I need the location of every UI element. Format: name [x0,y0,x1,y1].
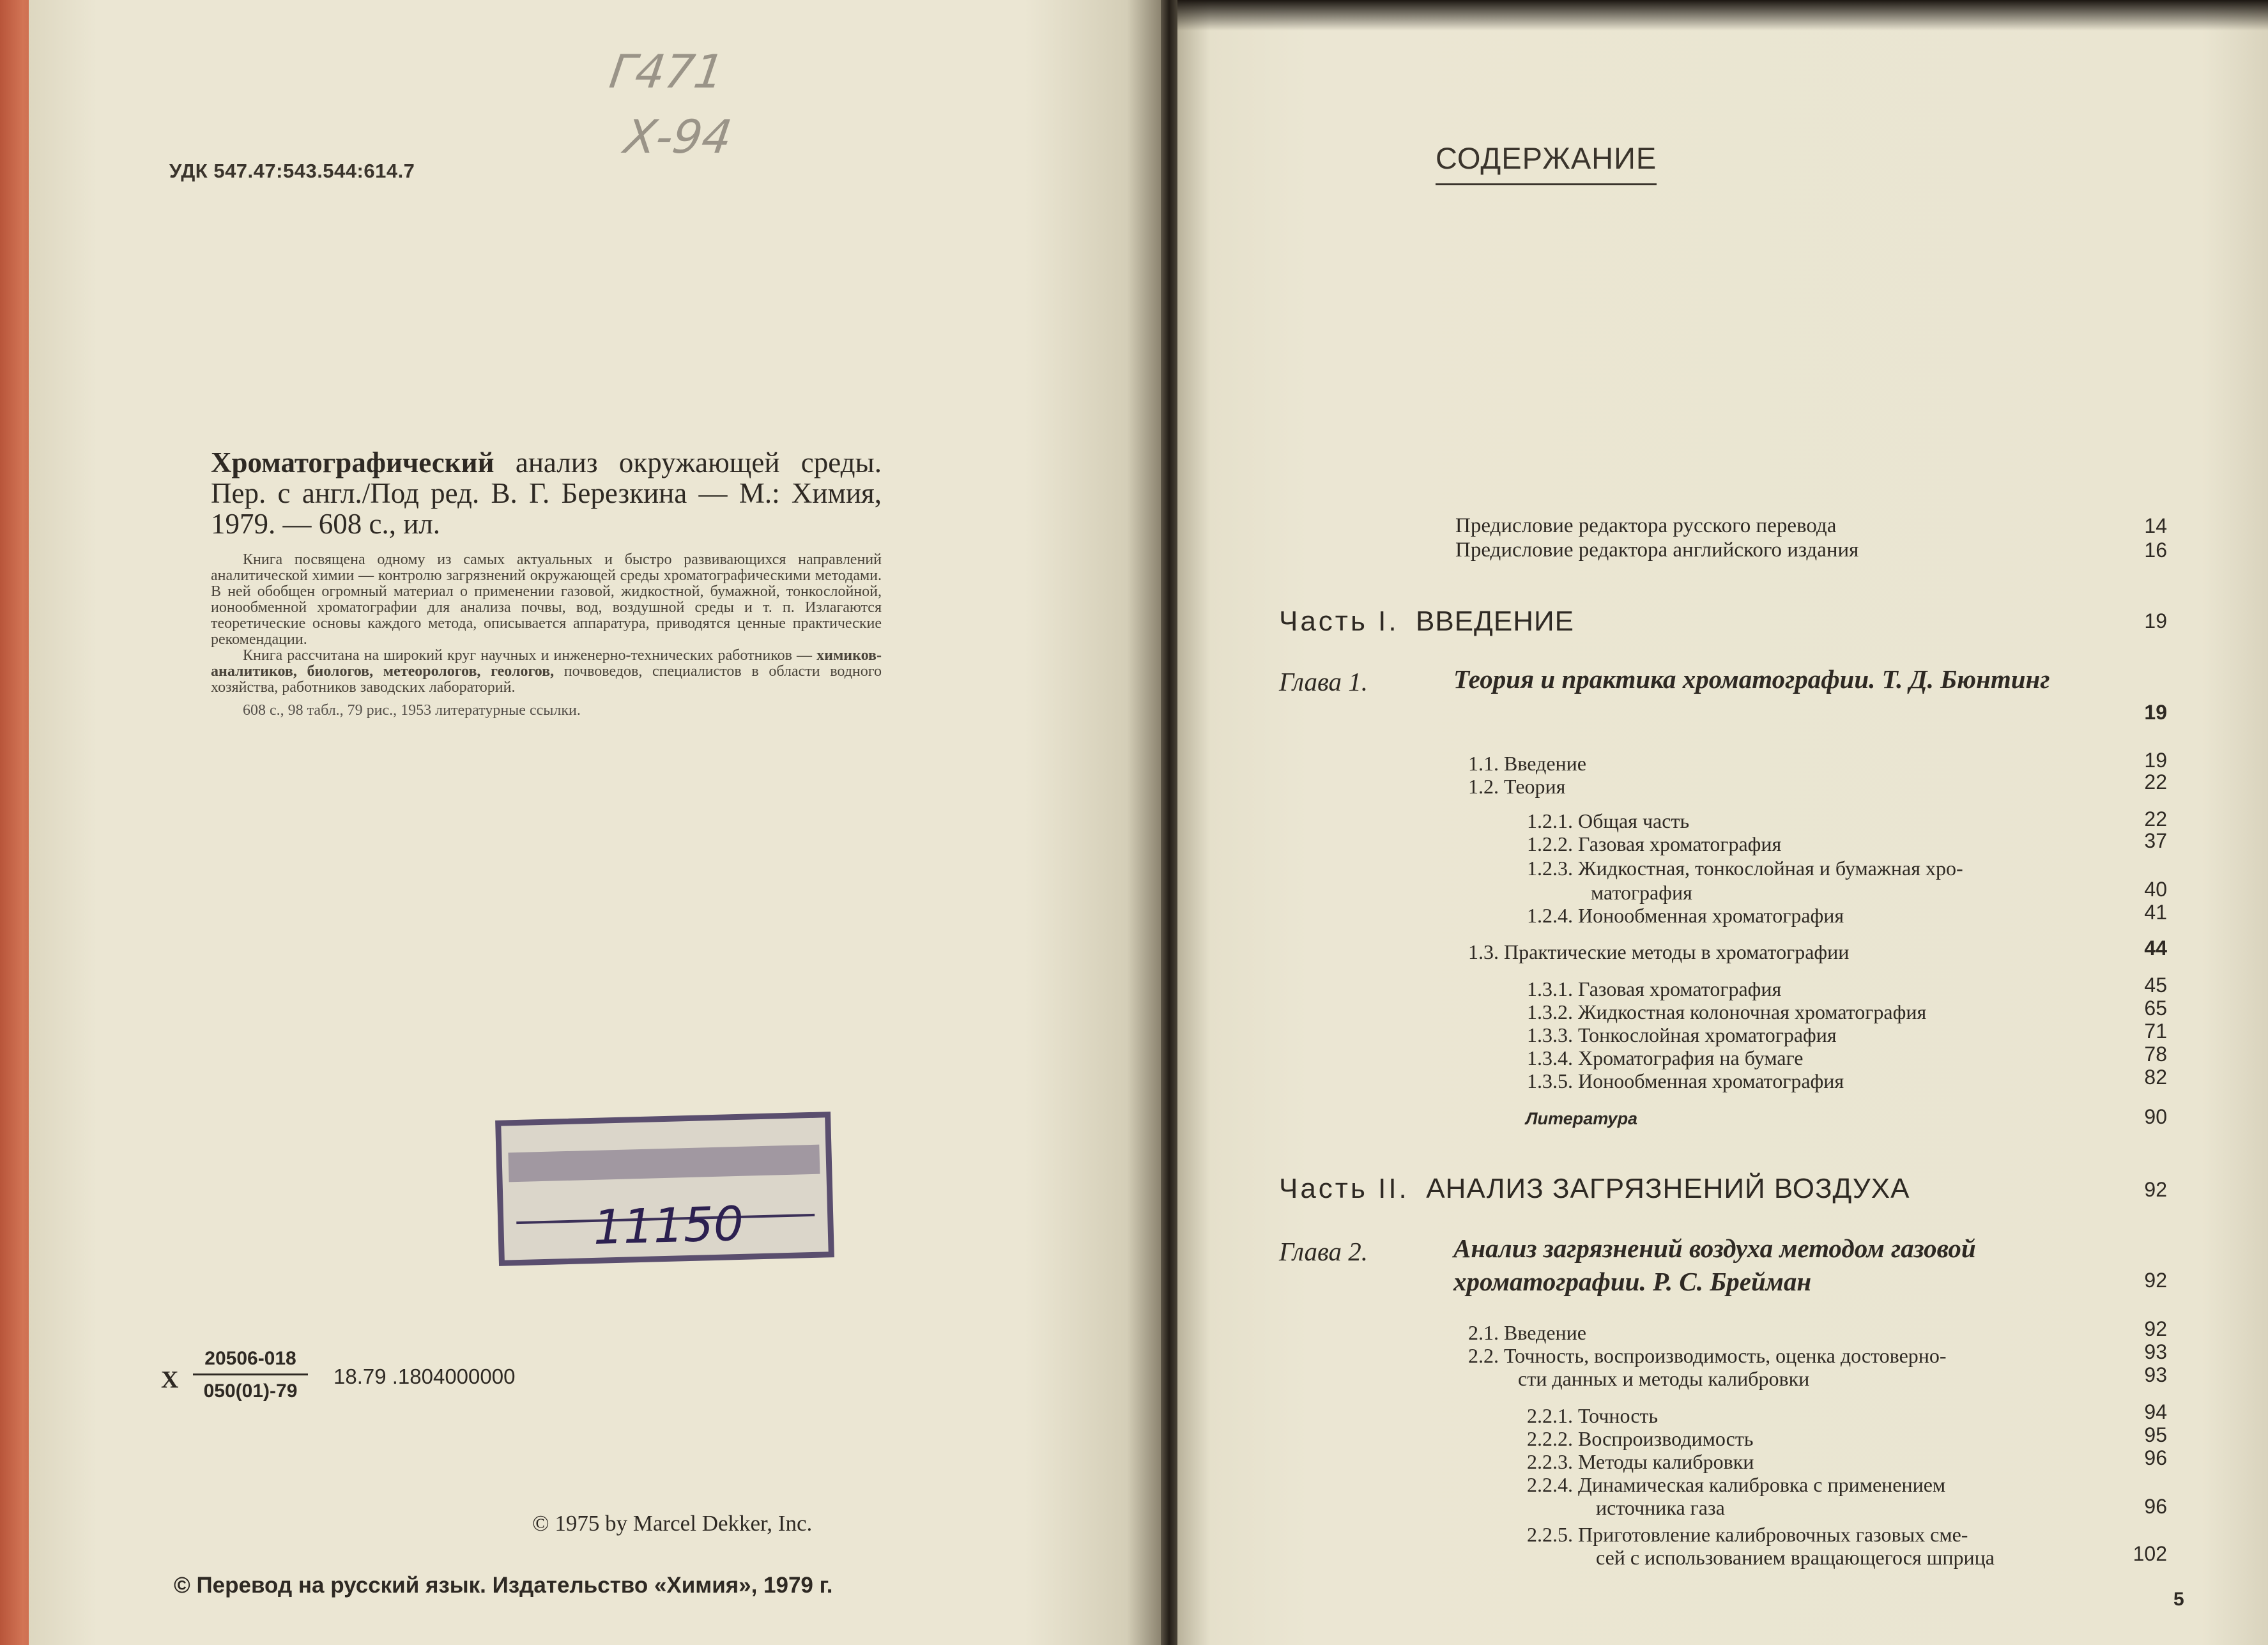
chapter-2-title: Анализ загрязнений воздуха методом газовой хроматографии. Р. С. Брейман [1453,1234,1976,1296]
section-1-3-5-page: 82 [2144,1066,2167,1089]
section-num: 2.2.3. [1527,1450,1573,1473]
catalog-code: 18.79 .1804000000 [333,1365,516,1388]
section-2-2-1 [1527,1404,1658,1428]
section-num: 2.2. [1468,1344,1499,1367]
abstract-2-audience: химиков-аналитиков, биологов, метеорологов, геологов, [211,647,882,680]
chapter-2-page: 92 [2144,1269,2167,1292]
section-1-2-4 [1527,904,1844,928]
section-2-2-3-page: 96 [2144,1446,2167,1469]
section-text: Точность [1578,1404,1659,1427]
chapter-1-page: 19 [2144,701,2167,724]
section-num: 1.1. [1468,752,1499,775]
catalog-denominator: 050(01)-79 [203,1381,298,1402]
preface-2-page: 16 [2144,539,2167,562]
section-num: 2.2.1. [1527,1404,1573,1427]
section-2-2-4 [1527,1473,1945,1497]
page-number: 5 [2173,1589,2184,1610]
section-1-2-3-cont: матография [1591,881,1692,904]
section-text: Общая часть [1578,809,1690,832]
biblio-citation [211,447,882,539]
section-2-2-page-2: 93 [2144,1363,2167,1386]
section-1-1 [1468,752,1586,776]
section-num: 1.3.5. [1527,1069,1573,1092]
stamp-smudge [508,1145,820,1182]
section-text: Методы калибровки [1578,1450,1754,1473]
section-1-2-2-page: 37 [2144,829,2167,852]
part-1-label: Часть I. [1279,606,1399,637]
section-num: 1.2. [1468,775,1499,798]
book-stats: 608 с., 98 табл., 79 рис., 1953 литературные ссылки. [243,702,581,719]
catalog-fraction [193,1348,308,1402]
section-2-2-1-page: 94 [2144,1400,2167,1423]
section-1-3-3 [1527,1023,1837,1047]
chapter-1-title: Теория и практика хроматографии. Т. Д. Бюнтинг [1453,664,2050,694]
section-1-2-page: 22 [2144,770,2167,793]
shelf-mark-handwritten-2: Х-94 [621,110,735,164]
book-gutter [1161,0,1177,1645]
section-num: 1.3.4. [1527,1046,1573,1069]
section-1-3-page: 44 [2144,937,2167,960]
section-1-3-1-page: 45 [2144,974,2167,997]
udk-code: УДК 547.47:543.544:614.7 [169,160,415,182]
section-1-2-4-page: 41 [2144,901,2167,924]
abstract-paragraph-2 [211,648,882,696]
section-1-2-3-page: 40 [2144,878,2167,901]
library-stamp [495,1112,834,1266]
section-text: Приготовление калибровочных газовых сме- [1578,1523,1968,1546]
part-2-title: АНАЛИЗ ЗАГРЯЗНЕНИЙ ВОЗДУХА [1426,1173,1910,1204]
section-text: Газовая хроматография [1578,977,1782,1000]
page-shadow [1177,0,2268,31]
part-2-page: 92 [2144,1178,2167,1201]
section-num: 1.2.4. [1527,904,1573,927]
catalog-numerator: 20506-018 [193,1348,308,1375]
section-2-2-4-cont: источника газа [1596,1496,1725,1519]
shelf-mark-handwritten: Г471 [606,45,728,98]
section-num: 2.2.5. [1527,1523,1573,1546]
copyright-original: © 1975 by Marcel Dekker, Inc. [532,1511,813,1536]
section-text: Введение [1504,752,1586,775]
literature-page: 90 [2144,1105,2167,1128]
section-2-1-page: 92 [2144,1317,2167,1340]
stamp-number: 11150 [592,1196,745,1255]
section-2-2 [1468,1344,1947,1368]
right-page [1177,0,2268,1645]
abstract-2-start: Книга рассчитана на широкий круг научных и инженерно-технических работников — [243,647,817,664]
part-1-page: 19 [2144,609,2167,632]
section-text: Тонкослойная хроматография [1578,1023,1837,1046]
biblio-details: анализ окружающей среды. Пер. с англ./Под ред. В. Г. Березкина — М.: Химия, 1979. — 608 с., ил. [211,447,882,540]
section-num: 2.2.4. [1527,1473,1573,1496]
section-1-2-1 [1527,809,1689,833]
section-1-2-1-page: 22 [2144,807,2167,830]
section-text: Газовая хроматография [1578,832,1782,855]
section-text: Ионообменная хроматография [1578,1069,1844,1092]
section-num: 1.2.2. [1527,832,1573,855]
section-2-2-5 [1527,1523,1968,1547]
section-num: 2.1. [1468,1321,1499,1344]
section-text: Введение [1504,1321,1586,1344]
abstract-2-end: почвоведов, специалистов в области водного хозяйства, работников заводских лабораторий. [211,663,882,696]
toc-title: СОДЕРЖАНИЕ [1436,141,1657,185]
section-num: 1.3.2. [1527,1000,1573,1023]
section-num: 1.2.3. [1527,857,1573,880]
section-2-2-2-page: 95 [2144,1423,2167,1446]
section-2-1 [1468,1321,1586,1345]
section-1-3-1 [1527,977,1781,1001]
section-1-3-3-page: 71 [2144,1020,2167,1043]
biblio-title: Хроматографический [211,447,494,478]
section-text: Точность, воспроизводимость, оценка достоверно- [1504,1344,1947,1367]
section-num: 2.2.2. [1527,1427,1573,1450]
section-1-1-page: 19 [2144,749,2167,772]
section-text: Хроматография на бумаге [1578,1046,1804,1069]
section-2-2-cont: сти данных и методы калибровки [1518,1367,1810,1390]
section-2-2-5-cont: сей с использованием вращающегося шприца [1596,1546,1995,1569]
section-1-3-4-page: 78 [2144,1043,2167,1066]
copyright-translation: © Перевод на русский язык. Издательство «Химия», 1979 г. [174,1573,833,1598]
preface-1-page: 14 [2144,514,2167,537]
section-2-2-2 [1527,1427,1753,1451]
section-1-3-2 [1527,1000,1926,1024]
section-text: Ионообменная хроматография [1578,904,1844,927]
section-1-3-4 [1527,1046,1803,1070]
catalog-x: Х [161,1366,179,1393]
preface-2: Предисловие редактора английского издания [1455,539,1859,562]
part-2-heading [1279,1173,1910,1205]
section-1-3-5 [1527,1069,1844,1093]
section-2-2-4-page: 96 [2144,1495,2167,1518]
section-num: 1.2.1. [1527,809,1573,832]
part-1-heading [1279,606,1574,638]
section-1-3-2-page: 65 [2144,997,2167,1020]
chapter-1-label: Глава 1. [1279,667,1368,696]
section-1-3 [1468,940,1849,964]
bibliographic-record [211,447,882,719]
preface-1: Предисловие редактора русского перевода [1455,514,1837,537]
section-text: Динамическая калибровка с применением [1578,1473,1946,1496]
section-1-2 [1468,775,1565,799]
section-text: Воспроизводимость [1578,1427,1754,1450]
part-1-title: ВВЕДЕНИЕ [1416,606,1574,637]
literature-label: Литература [1526,1109,1638,1128]
section-num: 1.3. [1468,940,1499,963]
section-1-2-2 [1527,832,1781,856]
section-text: Жидкостная, тонкослойная и бумажная хро- [1578,857,1963,880]
chapter-2-label: Глава 2. [1279,1237,1368,1266]
part-2-label: Часть II. [1279,1173,1409,1204]
section-2-2-5-page: 102 [2133,1542,2167,1565]
section-text: Жидкостная колоночная хроматография [1578,1000,1927,1023]
section-2-2-page: 93 [2144,1340,2167,1363]
section-text: Теория [1504,775,1566,798]
section-num: 1.3.3. [1527,1023,1573,1046]
section-2-2-3 [1527,1450,1754,1474]
abstract-paragraph-1: Книга посвящена одному из самых актуальных и быстро развивающихся направлений аналитической химии — контролю загрязнений окружающей среды хроматографическими методами. В ней обобщен огромный материал о применении газовой, жидкостной, бумажной, тонкослойной, ионообменной хроматографии для анализа почвы, вод, воздушной среды и т. п. Излагаются теоретические основы каждого метода, описывается аппаратура, приводятся ценные практические рекомендации. [211,551,882,648]
section-1-2-3 [1527,857,1963,880]
section-text: Практические методы в хроматографии [1504,940,1850,963]
section-num: 1.3.1. [1527,977,1573,1000]
